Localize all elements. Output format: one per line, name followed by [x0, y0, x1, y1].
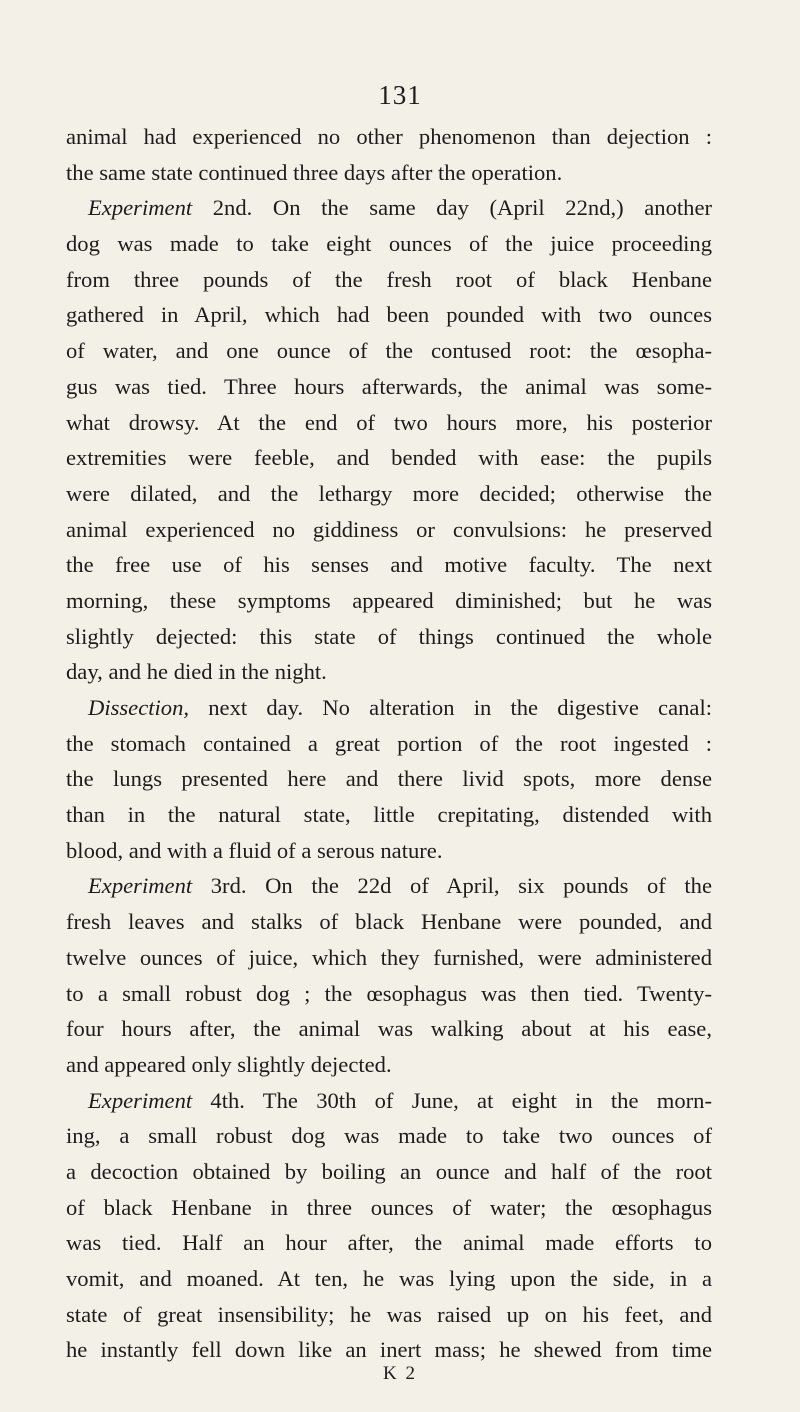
line-text: four hours after, the animal was walking about at his ease, [66, 1016, 712, 1042]
text-line [66, 690, 712, 726]
line-text: dog was made to take eight ounces of the juice proceeding [66, 231, 712, 257]
line-text: the same state continued three days after the operation. [66, 159, 563, 185]
text-line [66, 726, 712, 762]
text-line [66, 262, 712, 298]
line-text: gus was tied. Three hours afterwards, the animal was some- [66, 373, 712, 399]
text-line [66, 976, 712, 1012]
line-text: of black Henbane in three ounces of water; the œsophagus [66, 1194, 712, 1220]
line-text: day, and he died in the night. [66, 659, 327, 685]
text-line [66, 155, 712, 191]
body-text [66, 119, 712, 1368]
text-line [66, 654, 712, 690]
text-line [66, 476, 712, 512]
line-text: slightly dejected: this state of things continued the whole [66, 623, 712, 649]
text-line [66, 1118, 712, 1154]
line-text: 2nd. On the same day (April 22nd,) another [192, 195, 712, 221]
text-line [66, 797, 712, 833]
italic-heading: Experiment [88, 195, 193, 221]
text-line [66, 761, 712, 797]
text-line [66, 440, 712, 476]
text-line [66, 1083, 712, 1119]
line-text: and appeared only slightly dejected. [66, 1051, 392, 1077]
text-line [66, 297, 712, 333]
italic-heading: Experiment [88, 1087, 193, 1113]
text-line [66, 904, 712, 940]
text-line [66, 190, 712, 226]
line-text: 4th. The 30th of June, at eight in the morn- [192, 1087, 712, 1113]
line-text: animal had experienced no other phenomenon than dejection : [66, 124, 712, 149]
text-line [66, 833, 712, 869]
line-text: ing, a small robust dog was made to take two ounces of [66, 1123, 712, 1149]
line-text: the stomach contained a great portion of the root ingested : [66, 730, 712, 756]
text-line [66, 1225, 712, 1261]
line-text: than in the natural state, little crepitating, distended with [66, 802, 712, 828]
text-line [66, 583, 712, 619]
line-text: blood, and with a fluid of a serous nature. [66, 837, 443, 863]
page-number: 131 [378, 80, 422, 110]
italic-heading: Dissection, [88, 695, 190, 720]
line-text: fresh leaves and stalks of black Henbane were pounded, and [66, 909, 712, 935]
line-text: next day. No alteration in the digestive canal: [189, 695, 712, 720]
text-line [66, 1011, 712, 1047]
signature-mark: K 2 [383, 1363, 417, 1384]
text-line [66, 119, 712, 155]
text-line [66, 226, 712, 262]
text-line [66, 868, 712, 904]
line-text: to a small robust dog ; the œsophagus was then tied. Twenty- [66, 980, 712, 1006]
line-text: from three pounds of the fresh root of black Henbane [66, 266, 712, 292]
text-line [66, 1297, 712, 1333]
line-text: what drowsy. At the end of two hours more, his posterior [66, 409, 712, 435]
line-text: of water, and one ounce of the contused root: the œsopha- [66, 338, 712, 364]
line-text: the lungs presented here and there livid spots, more dense [66, 766, 712, 792]
line-text: gathered in April, which had been pounded with two ounces [66, 302, 712, 328]
text-line [66, 1261, 712, 1297]
text-line [66, 1154, 712, 1190]
text-line [66, 547, 712, 583]
line-text: 3rd. On the 22d of April, six pounds of the [192, 873, 712, 899]
line-text: were dilated, and the lethargy more decided; otherwise the [66, 480, 712, 506]
line-text: morning, these symptoms appeared diminished; but he was [66, 587, 712, 613]
line-text: he instantly fell down like an inert mass; he shewed from time [66, 1337, 712, 1363]
text-line [66, 1047, 712, 1083]
text-line [66, 1190, 712, 1226]
text-line [66, 369, 712, 405]
text-line [66, 333, 712, 369]
line-text: vomit, and moaned. At ten, he was lying upon the side, in a [66, 1266, 712, 1291]
line-text: the free use of his senses and motive faculty. The next [66, 552, 712, 578]
line-text: a decoction obtained by boiling an ounce and half of the root [66, 1158, 712, 1184]
text-line [66, 940, 712, 976]
line-text: twelve ounces of juice, which they furnished, were administered [66, 944, 712, 970]
line-text: extremities were feeble, and bended with ease: the pupils [66, 445, 712, 471]
text-line [66, 405, 712, 441]
text-line [66, 512, 712, 548]
text-line [66, 619, 712, 655]
italic-heading: Experiment [88, 873, 193, 899]
line-text: animal experienced no giddiness or convulsions: he preserved [66, 516, 712, 542]
line-text: was tied. Half an hour after, the animal made efforts to [66, 1230, 712, 1256]
line-text: state of great insensibility; he was raised up on his feet, and [66, 1301, 712, 1327]
